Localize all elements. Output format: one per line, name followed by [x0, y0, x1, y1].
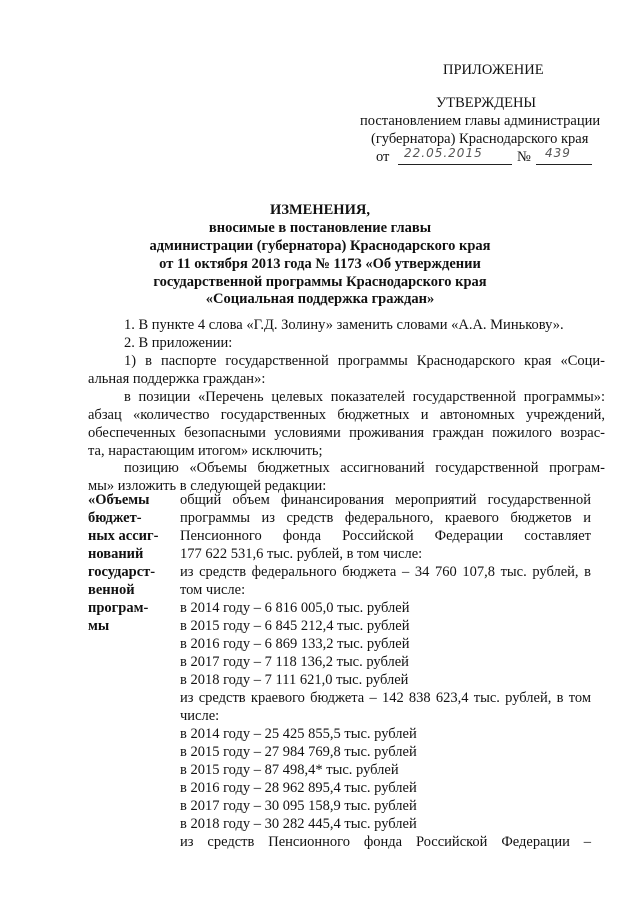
date-underline	[398, 164, 512, 165]
title-line-6: «Социальная поддержка граждан»	[205, 291, 435, 307]
table-label-line: нований	[88, 546, 144, 562]
appendix-label: ПРИЛОЖЕНИЕ	[443, 62, 544, 78]
approval-line-2: (губернатора) Краснодарского края	[371, 131, 589, 147]
paragraph-5-line-1: абзац «количество государственных бюджетных и автономных учреждений,	[88, 407, 605, 423]
paragraph-5-line-2: обеспеченных безопасными условиями проживания граждан пожилого возрас-	[88, 425, 605, 441]
approval-line-1: постановлением главы администрации	[360, 113, 601, 129]
table-row: числе:	[180, 708, 220, 724]
handwritten-date: 22.05.2015	[404, 146, 483, 160]
table-label-line: програм-	[88, 600, 149, 616]
table-row: из средств федерального бюджета – 34 760 107,8 тыс. рублей, в	[180, 564, 591, 580]
table-row: Пенсионного фонда Российской Федерации составляет	[180, 528, 591, 544]
handwritten-number: 439	[545, 146, 571, 160]
from-label: от	[376, 149, 390, 165]
table-row: в 2018 году – 30 282 445,4 тыс. рублей	[180, 816, 417, 832]
title-line-5: государственной программы Краснодарского края	[153, 274, 487, 290]
table-row: из средств краевого бюджета – 142 838 623,4 тыс. рублей, в том	[180, 690, 591, 706]
approved-label: УТВЕРЖДЕНЫ	[436, 95, 537, 111]
table-row: в 2015 году – 87 498,4* тыс. рублей	[180, 762, 399, 778]
number-underline	[536, 164, 592, 165]
table-label-line: государст-	[88, 564, 156, 580]
title-line-4: от 11 октября 2013 года № 1173 «Об утверждении	[159, 256, 481, 272]
paragraph-1: 1. В пункте 4 слова «Г.Д. Золину» заменить словами «А.А. Минькову».	[124, 317, 564, 333]
table-row: в 2015 году – 6 845 212,4 тыс. рублей	[180, 618, 410, 634]
number-label: №	[517, 149, 531, 165]
table-row: в 2015 году – 27 984 769,8 тыс. рублей	[180, 744, 417, 760]
table-row: общий объем финансирования мероприятий государственной	[180, 492, 591, 508]
paragraph-6-line-2: мы» изложить в следующей редакции:	[88, 478, 327, 494]
table-row: в 2016 году – 6 869 133,2 тыс. рублей	[180, 636, 410, 652]
table-row: программы из средств федерального, краевого бюджетов и	[180, 510, 591, 526]
title-line-1: ИЗМЕНЕНИЯ,	[270, 202, 370, 218]
table-row: из средств Пенсионного фонда Российской Федерации –	[180, 834, 591, 850]
title-line-3: администрации (губернатора) Краснодарского края	[149, 238, 491, 254]
table-row: в 2017 году – 7 118 136,2 тыс. рублей	[180, 654, 409, 670]
table-label-line: бюджет-	[88, 510, 142, 526]
table-label-line: ных ассиг-	[88, 528, 159, 544]
paragraph-3-line-2: альная поддержка граждан»:	[88, 371, 266, 387]
paragraph-2: 2. В приложении:	[124, 335, 233, 351]
paragraph-4: в позиции «Перечень целевых показателей государственной программы»:	[124, 389, 605, 405]
paragraph-5-line-3: та, нарастающим итогом» исключить;	[88, 443, 323, 459]
table-label-line: мы	[88, 618, 110, 634]
table-label-line: венной	[88, 582, 135, 598]
table-label-line: «Объемы	[88, 492, 150, 508]
table-row: том числе:	[180, 582, 246, 598]
table-row: в 2018 году – 7 111 621,0 тыс. рублей	[180, 672, 409, 688]
table-row: в 2016 году – 28 962 895,4 тыс. рублей	[180, 780, 417, 796]
title-line-2: вносимые в постановление главы	[208, 220, 432, 236]
table-row: в 2014 году – 25 425 855,5 тыс. рублей	[180, 726, 417, 742]
paragraph-3-line-1: 1) в паспорте государственной программы Краснодарского края «Соци-	[124, 353, 605, 369]
table-row: в 2014 году – 6 816 005,0 тыс. рублей	[180, 600, 410, 616]
table-row: 177 622 531,6 тыс. рублей, в том числе:	[180, 546, 423, 562]
table-row: в 2017 году – 30 095 158,9 тыс. рублей	[180, 798, 417, 814]
paragraph-6-line-1: позицию «Объемы бюджетных ассигнований государственной програм-	[124, 460, 605, 476]
